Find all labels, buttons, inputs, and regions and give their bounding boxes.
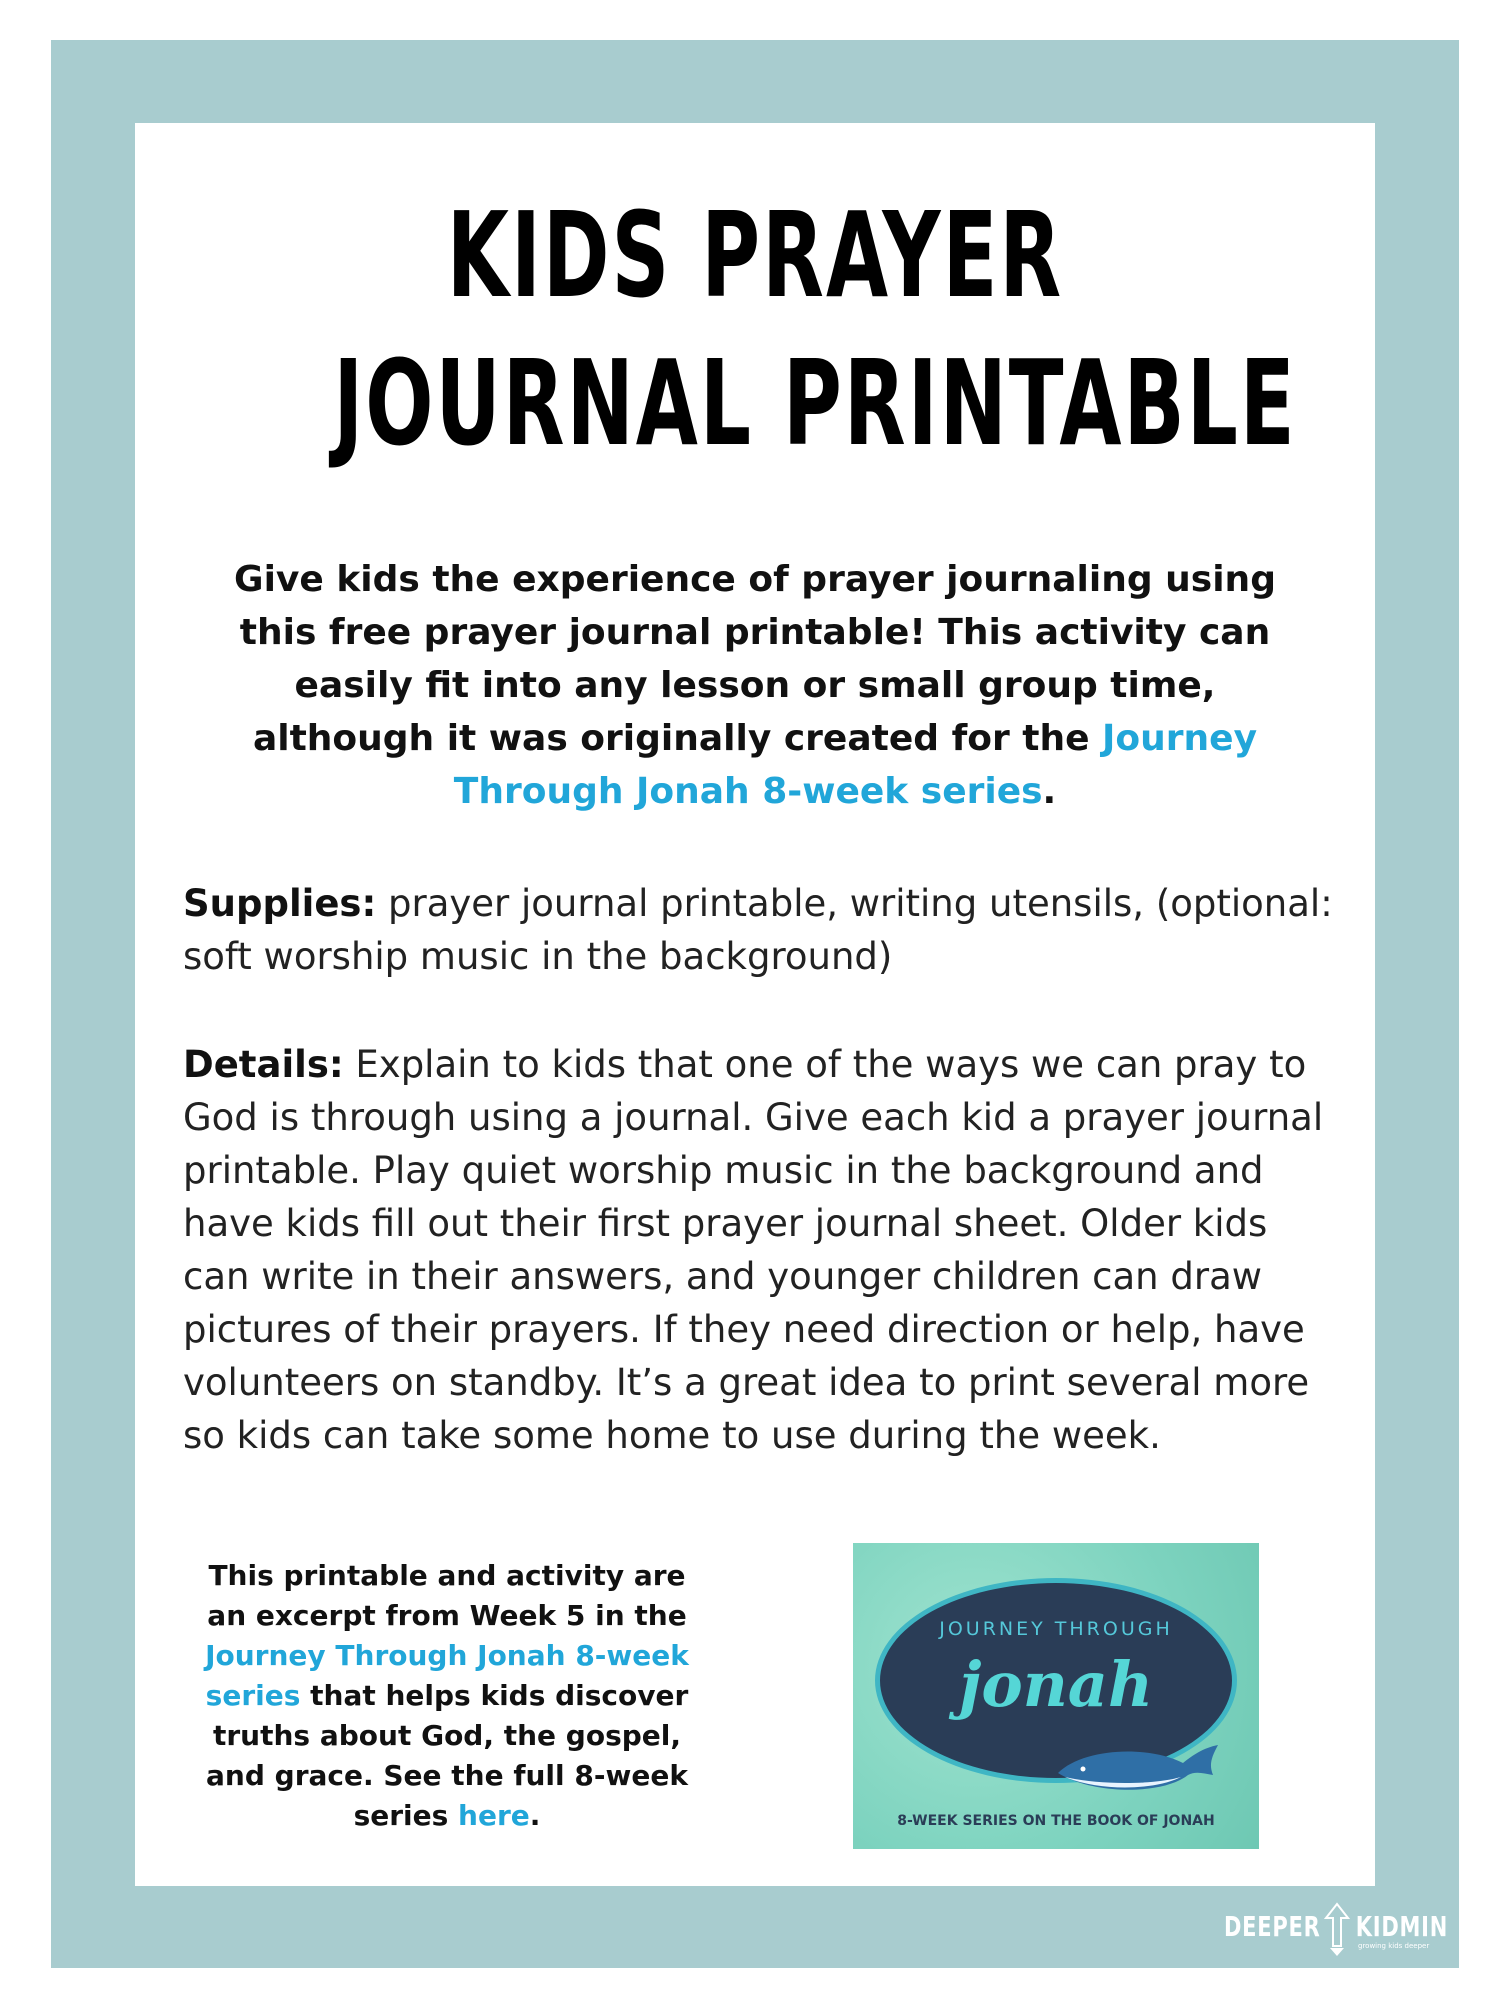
details-text: Explain to kids that one of the ways we can pray to God is through using a journal. Give each kid a prayer journal printable. Play quiet worship music in the background and have kids fill out their first prayer journal sheet. Older kids can write in their answers, and younger children can draw pictures of their prayers. If they need direction or help, have volunteers on standby. It’s a great idea to print several more so kids can take some home to use during the week. — [183, 1043, 1324, 1457]
promo-bottom-text: 8-WEEK SERIES ON THE BOOK OF JONAH — [897, 1813, 1215, 1829]
series-link[interactable]: Journey Through Jonah 8-week series — [453, 718, 1258, 812]
intro-text-end: . — [1042, 771, 1057, 812]
details-paragraph — [183, 1038, 1333, 1462]
excerpt-paragraph — [187, 1556, 707, 1836]
title-line-2: JOURNAL PRINTABLE — [333, 334, 1297, 472]
excerpt-text: This printable and activity are an excerpt from Week 5 in the — [207, 1559, 687, 1632]
whale-icon — [1053, 1733, 1223, 1803]
intro-paragraph — [205, 553, 1305, 818]
supplies-paragraph — [183, 877, 1333, 983]
supplies-text: prayer journal printable, writing utensils, (optional: soft worship music in the background) — [183, 882, 1333, 978]
promo-title: jonah — [958, 1648, 1154, 1721]
jonah-series-promo-image[interactable] — [853, 1543, 1259, 1849]
logo-right-text: KIDMIN — [1355, 1910, 1448, 1943]
deeper-kidmin-logo — [1224, 1902, 1448, 1962]
intro-text: Give kids the experience of prayer journaling using this free prayer journal printable! This activity can easily fit into any lesson or small group time, although it was originally created for the — [234, 559, 1276, 759]
content-card — [135, 123, 1375, 1886]
excerpt-text-end: . — [529, 1799, 541, 1832]
logo-tagline: growing kids deeper — [1358, 1942, 1430, 1950]
title-line-1: KIDS PRAYER — [446, 186, 1064, 324]
logo-left-text: DEEPER — [1224, 1910, 1321, 1943]
details-label: Details: — [183, 1043, 344, 1086]
supplies-label: Supplies: — [183, 882, 377, 925]
promo-top-text: JOURNEY THROUGH — [939, 1618, 1173, 1640]
excerpt-series-link[interactable]: Journey Through Jonah 8-week series — [205, 1639, 689, 1712]
excerpt-text-middle: that helps kids discover truths about God, the gospel, and grace. See the full 8-week series — [206, 1679, 689, 1832]
arrow-logo-icon — [1324, 1902, 1350, 1958]
page-title — [333, 181, 1297, 477]
here-link[interactable]: here — [458, 1799, 530, 1832]
